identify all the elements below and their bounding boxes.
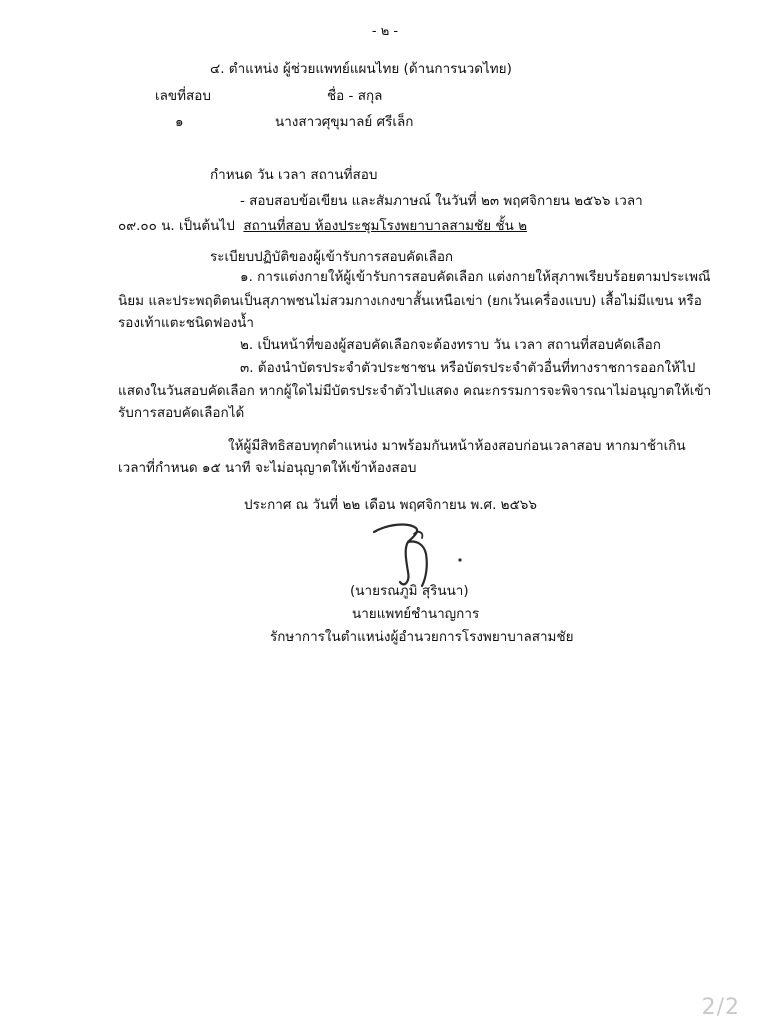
column-header-exam-no: เลขที่สอบ [155,88,211,104]
schedule-time: ๐๙.๐๐ น. เป็นต้นไป [118,218,235,234]
table-cell-exam-no: ๑ [175,114,184,130]
rule-1-line-3: รองเท้าแตะชนิดฟองน้ำ [118,315,254,331]
signer-title: นายแพทย์ชำนาญการ [352,606,480,622]
rules-heading: ระเบียบปฏิบัติของผู้เข้ารับการสอบคัดเลือก [210,249,454,265]
table-cell-name: นางสาวศุขุมาลย์ ศรีเล็ก [275,114,414,130]
exam-venue: สถานที่สอบ ห้องประชุมโรงพยาบาลสามชัย ชั้น ๒ [243,218,528,234]
schedule-heading: กำหนด วัน เวลา สถานที่สอบ [210,167,378,183]
signer-name: (นายรณภูมิ สุรินนา) [350,583,469,599]
page-indicator: 2/2 [701,995,740,1020]
page-number: - ๒ - [371,24,399,39]
rule-1-line-1: ๑. การแต่งกายให้ผู้เข้ารับการสอบคัดเลือก แต่งกายให้สุภาพเรียบร้อยตามประเพณี [240,269,711,285]
rule-2-line-1: ๒. เป็นหน้าที่ของผู้สอบคัดเลือกจะต้องทราบ วัน เวลา สถานที่สอบคัดเลือก [240,337,661,353]
position-heading: ๔. ตำแหน่ง ผู้ช่วยแพทย์แผนไทย (ด้านการนวดไทย) [210,61,512,77]
notice-line-1: ให้ผู้มีสิทธิสอบทุกตำแหน่ง มาพร้อมกันหน้าห้องสอบก่อนเวลาสอบ หากมาช้าเกิน [228,438,686,454]
schedule-line-1: - สอบสอบข้อเขียน และสัมภาษณ์ ในวันที่ ๒๓ พฤศจิกายน ๒๕๖๖ เวลา [240,193,643,209]
schedule-line-2 [118,217,527,235]
announcement-date: ประกาศ ณ วันที่ ๒๒ เดือน พฤศจิกายน พ.ศ. ๒๕๖๖ [244,497,537,513]
signer-role: รักษาการในตำแหน่งผู้อำนวยการโรงพยาบาลสามชัย [270,629,574,645]
rule-3-line-3: รับการสอบคัดเลือกได้ [118,405,245,421]
rule-3-line-2: แสดงในวันสอบคัดเลือก หากผู้ใดไม่มีบัตรประจำตัวไปแสดง คณะกรรมการจะพิจารณาไม่อนุญาตให้เข้า [118,383,712,399]
column-header-name: ชื่อ - สกุล [327,88,383,104]
notice-line-2: เวลาที่กำหนด ๑๕ นาที จะไม่อนุญาตให้เข้าห้องสอบ [118,460,417,476]
rule-3-line-1: ๓. ต้องนำบัตรประจำตัวประชาชน หรือบัตรประจำตัวอื่นที่ทางราชการออกให้ไป [240,360,696,376]
rule-1-line-2: นิยม และประพฤติตนเป็นสุภาพชนไม่สวมกางเกงขาสั้นเหนือเข่า (ยกเว้นเครื่องแบบ) เสื้อไม่มีแขน หรือ [118,293,702,309]
